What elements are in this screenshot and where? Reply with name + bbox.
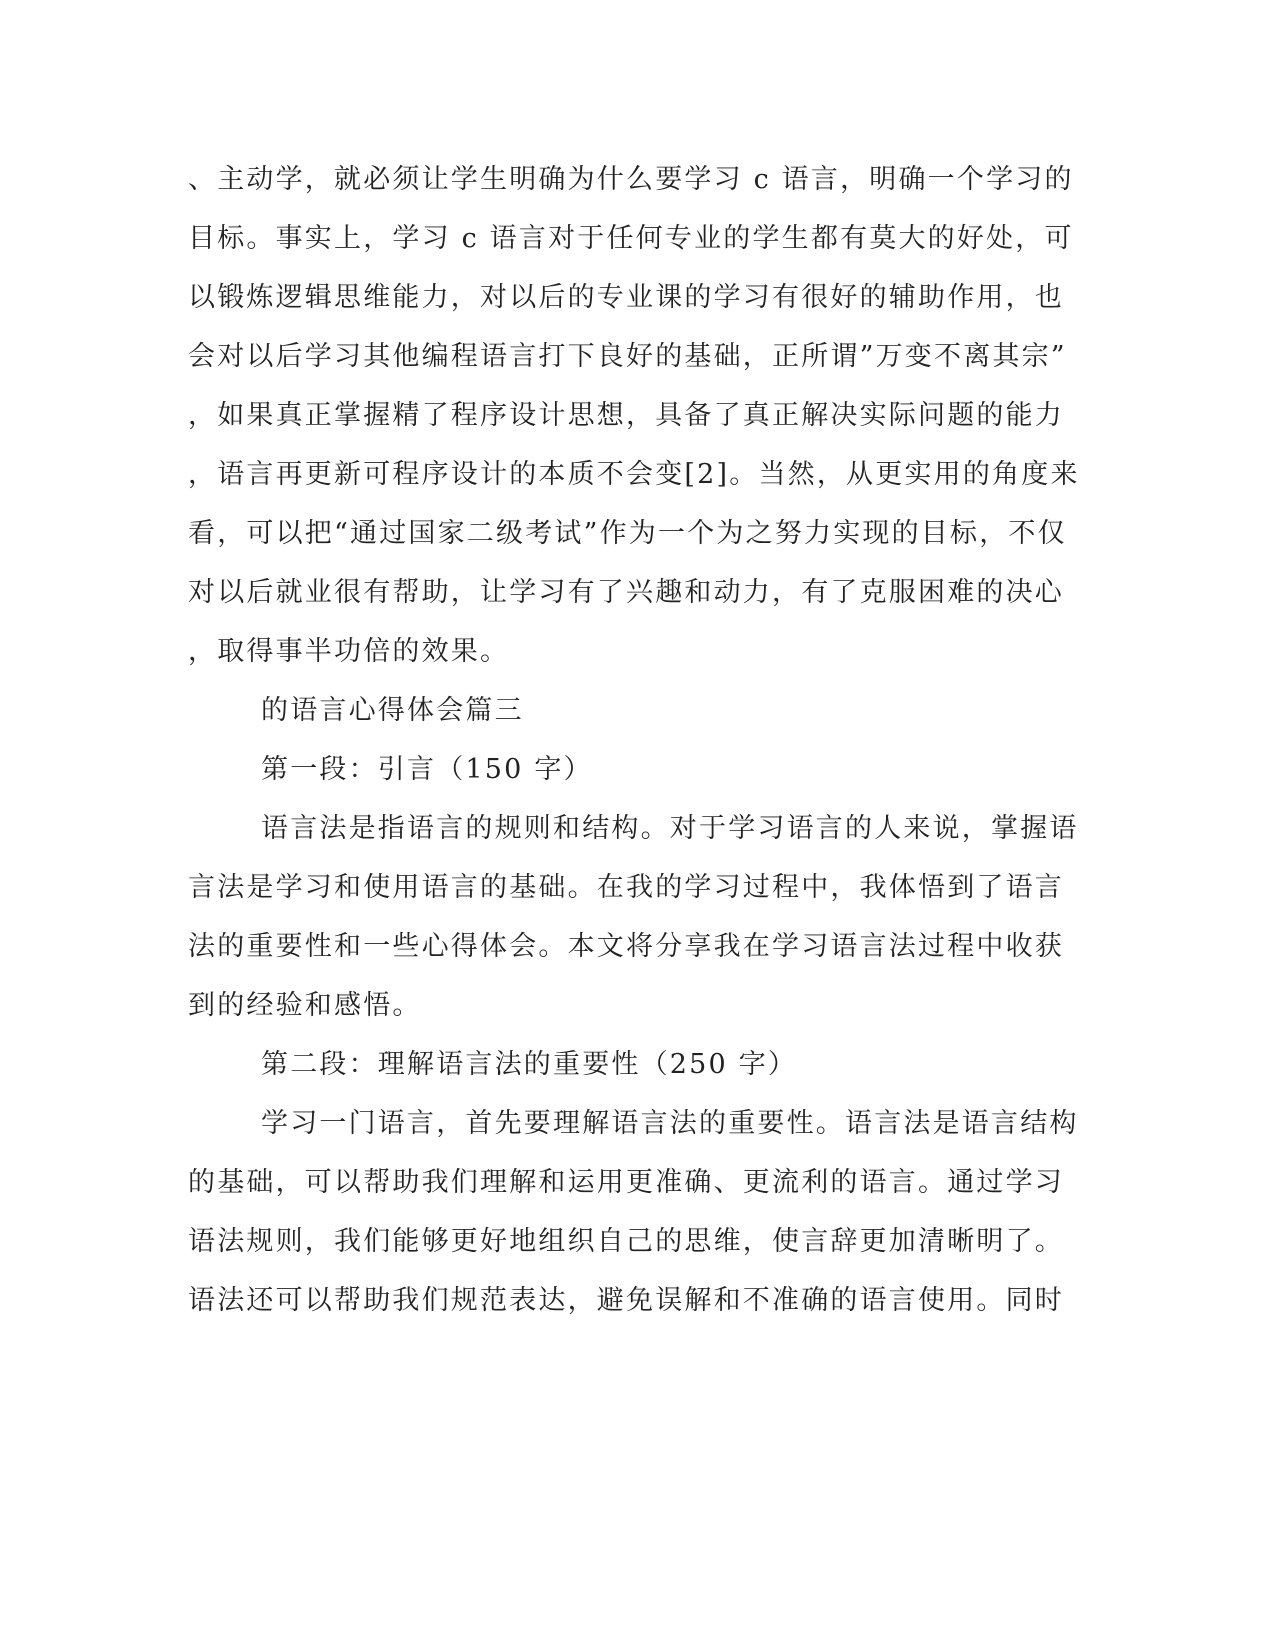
paragraph-line: 语法还可以帮助我们规范表达，避免误解和不准确的语言使用。同时 — [188, 1285, 1064, 1316]
paragraph-line: 学习一门语言，首先要理解语言法的重要性。语言法是语言结构 — [261, 1108, 1079, 1139]
paragraph-line: 目标。事实上，学习 c 语言对于任何专业的学生都有莫大的好处，可 — [188, 223, 1074, 254]
paragraph-line: 的基础，可以帮助我们理解和运用更准确、更流利的语言。通过学习 — [188, 1167, 1064, 1198]
paragraph-line: 对以后就业很有帮助，让学习有了兴趣和动力，有了克服困难的决心 — [188, 577, 1064, 608]
paragraph-line: 、主动学，就必须让学生明确为什么要学习 c 语言，明确一个学习的 — [188, 164, 1074, 195]
section-heading: 第二段：理解语言法的重要性（250 字） — [261, 1049, 798, 1080]
paragraph-line: 看，可以把“通过国家二级考试”作为一个为之努力实现的目标，不仅 — [188, 518, 1067, 549]
paragraph-line: 言法是学习和使用语言的基础。在我的学习过程中，我体悟到了语言 — [188, 872, 1064, 903]
paragraph-line: 以锻炼逻辑思维能力，对以后的专业课的学习有很好的辅助作用，也 — [188, 282, 1064, 313]
section-title: 的语言心得体会篇三 — [261, 695, 524, 726]
paragraph-line: 语法规则，我们能够更好地组织自己的思维，使言辞更加清晰明了。 — [188, 1226, 1064, 1257]
paragraph-line: 法的重要性和一些心得体会。本文将分享我在学习语言法过程中收获 — [188, 931, 1064, 962]
paragraph-line: 到的经验和感悟。 — [188, 990, 422, 1021]
paragraph-line: ，如果真正掌握精了程序设计思想，具备了真正解决实际问题的能力 — [188, 400, 1064, 431]
paragraph-line: 语言法是指语言的规则和结构。对于学习语言的人来说，掌握语 — [261, 813, 1079, 844]
section-heading: 第一段：引言（150 字） — [261, 754, 593, 785]
paragraph-line: ，取得事半功倍的效果。 — [188, 636, 510, 667]
paragraph-line: 会对以后学习其他编程语言打下良好的基础，正所谓”万变不离其宗” — [188, 341, 1067, 372]
paragraph-line: ，语言再更新可程序设计的本质不会变[2]。当然，从更实用的角度来 — [188, 459, 1080, 490]
